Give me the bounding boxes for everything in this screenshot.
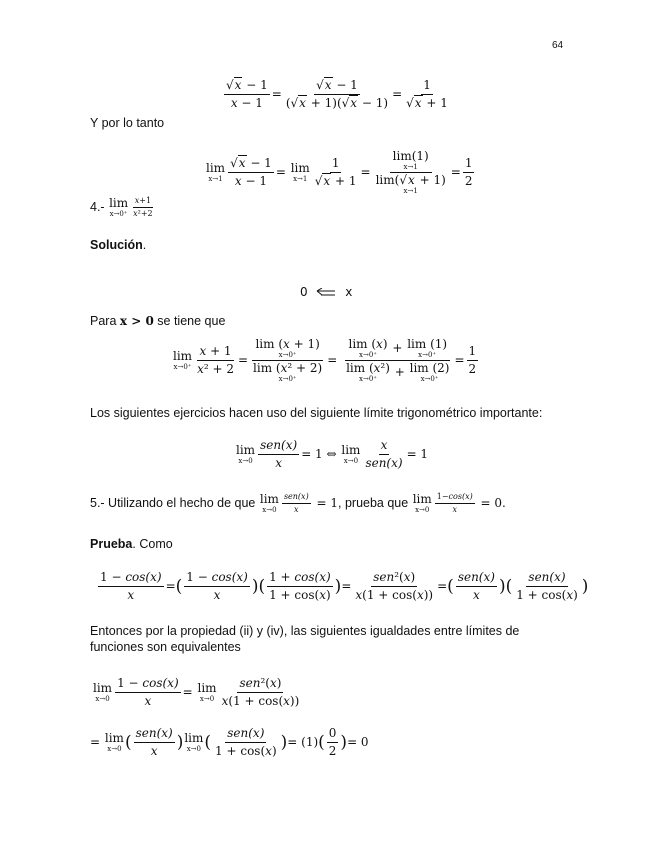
text-entonces: Entonces por la propiedad (ii) y (iv), las siguientes igualdades entre límites de funciones son equivalentes xyxy=(90,624,520,654)
page-number: 64 xyxy=(552,40,564,51)
text-y-por-lo-tanto: Y por lo tanto xyxy=(90,116,165,130)
heading-solucion: Solución. xyxy=(90,238,147,252)
equation-limit-equivalence: lim x→0 $\frac{1 - \cos(x)}{x}$ = lim x→0 $\frac{\text{sen²(x)}}{x(1 + \cos(x))}$ xyxy=(93,676,300,708)
left-arrow-icon xyxy=(315,288,337,298)
equation-sqrt-simplification: $\frac{√x - 1}{x - 1}$ = $\frac{√x - 1}{(√x + 1)(√x - 1)}$ = $\frac{1}{√x + 1}$ xyxy=(226,78,448,110)
text-trig-intro: Los siguientes ejercicios hacen uso del siguiente límite trigonométrico importante: xyxy=(90,406,543,420)
equation-limit-sqrt: lim x→1 $\frac{√x - 1}{x - 1}$ = lim x→1 $\frac{1}{√x + 1}$ = lim(1) x→1 lim(√x + 1) x→1 = $\frac{1}{2}$ xyxy=(206,149,473,195)
heading-prueba: Prueba. Como xyxy=(90,537,173,551)
sketch-zero-arrow-x xyxy=(300,285,352,299)
equation-limit-rational: lim x→0⁺ $\frac{x + 1}{\text{x² + 2}}$ = lim (x + 1) x→0⁺ lim (x² + 2) x→0⁺ = lim (x) x→0⁺ + lim (1) x→0⁺ lim (x²) x→0⁺ + lim (2) x→0⁺ = $\frac{1}{2}$ xyxy=(173,337,477,383)
text-para-x-mayor-cero: Para x > 0 se tiene que xyxy=(90,314,226,328)
exercise-5: 5.- Utilizando el hecho de que lim x→0 $\frac{\text{sen(x)}}{x}$ = 1, prueba que lim x→0 $\frac{1-\cos(x)}{x}$ = 0. xyxy=(90,492,506,514)
equation-product-identity: $\frac{1 - \cos(x)}{x}$ =( $\frac{1 - \cos(x)}{x}$ )( $\frac{1 + \cos(x)}{1 + \cos(x)}$ )= $\frac{\text{sen²(x)}}{x(1 + \cos(x))}$ =( $\frac{\text{sen(x)}}{x}$ )( $\frac{\text{sen(x)}}{1 + \cos(x)}$ ) xyxy=(100,570,589,602)
sketch-x: x xyxy=(345,285,353,299)
equation-limit-result: = lim x→0 ( $\frac{\text{sen(x)}}{x}$ ) lim x→0 ( $\frac{\text{sen(x)}}{1 + \cos(x)}$ )= (1)( $\frac{0}{2}$ )= 0 xyxy=(90,726,369,758)
exercise-4: 4.- lim x→0⁺ $\frac{x+1}{\text{x²+2}}$ xyxy=(90,196,153,218)
equation-trig-limit: lim x→0 $\frac{\text{sen(x)}}{x}$ = 1 ⇔ lim x→0 $\frac{x}{\text{sen(x)}}$ = 1 xyxy=(236,438,429,470)
sketch-zero: 0 xyxy=(300,285,308,299)
